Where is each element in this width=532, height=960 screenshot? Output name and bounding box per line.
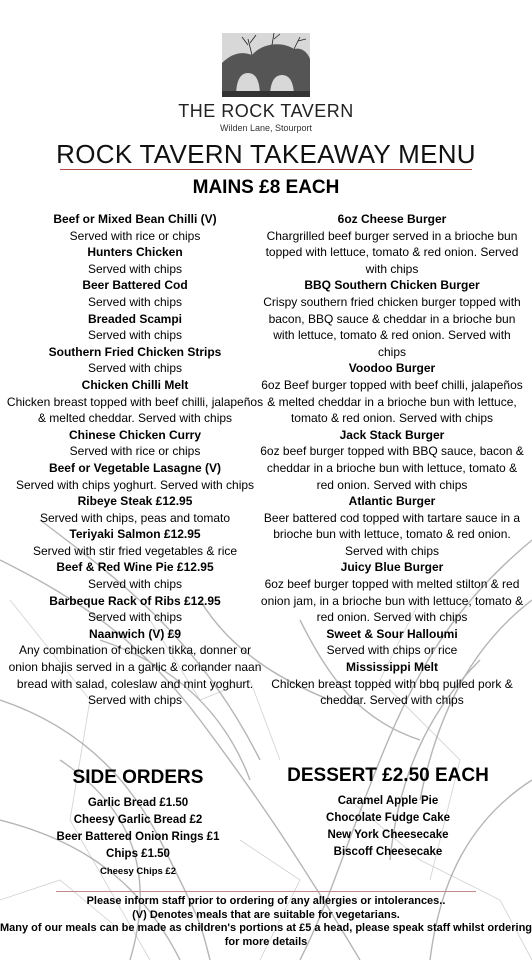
menu-title: ROCK TAVERN TAKEAWAY MENU xyxy=(56,139,476,169)
menu-item xyxy=(6,277,264,310)
mains-right-column xyxy=(258,211,526,709)
item-description: Served with rice or chips xyxy=(69,228,201,243)
dessert-section xyxy=(270,765,506,861)
dessert-item: Biscoff Cheesecake xyxy=(333,846,443,858)
item-description: 6oz beef burger topped with melted stilton & red onion jam, in a brioche bun with lettuce, tomato & red onion. Served with chips xyxy=(260,577,524,625)
menu-item xyxy=(6,493,264,526)
item-name: Mississippi Melt xyxy=(345,660,439,675)
item-name: Atlantic Burger xyxy=(348,494,436,509)
footer-divider xyxy=(56,891,476,892)
menu-item xyxy=(6,311,264,344)
item-name: Barbeque Rack of Ribs £12.95 xyxy=(49,593,221,608)
item-description: Served with chips xyxy=(87,610,183,625)
item-name: Hunters Chicken xyxy=(87,245,183,260)
menu-item xyxy=(6,460,264,493)
item-description: Served with chips yoghurt. Served with chips xyxy=(15,477,255,492)
menu-item xyxy=(6,244,264,277)
menu-item xyxy=(258,277,526,360)
item-name: 6oz Cheese Burger xyxy=(337,212,447,226)
footer-notes xyxy=(0,895,532,949)
menu-item xyxy=(6,427,264,460)
menu-item xyxy=(258,493,526,559)
side-item: Cheesy Garlic Bread £2 xyxy=(73,814,203,826)
menu-item xyxy=(6,559,264,592)
side-orders-section xyxy=(20,767,256,880)
item-name: BBQ Southern Chicken Burger xyxy=(304,278,480,293)
item-name: Naanwich (V) £9 xyxy=(88,626,182,641)
item-description: Beer battered cod topped with tartare sauce in a brioche bun with lettuce, tomato & red onion. Served with chips xyxy=(263,510,521,558)
item-name: Juicy Blue Burger xyxy=(340,560,444,575)
rock-tavern-logo xyxy=(222,33,310,97)
item-description: Chargrilled beef burger served in a brioche bun topped with lettuce, tomato & red onion. Served with chips xyxy=(265,228,519,276)
item-name: Voodoo Burger xyxy=(348,361,436,376)
menu-item xyxy=(258,211,526,277)
item-name: Ribeye Steak £12.95 xyxy=(77,494,193,509)
item-description: Served with rice or chips xyxy=(69,444,201,459)
menu-item xyxy=(258,360,526,426)
dessert-item: New York Cheesecake xyxy=(327,829,449,841)
item-name: Chicken Chilli Melt xyxy=(81,377,189,392)
brand-name: THE ROCK TAVERN xyxy=(178,101,354,121)
title-divider xyxy=(60,169,472,170)
dessert-item: Caramel Apple Pie xyxy=(337,795,439,807)
menu-item xyxy=(258,659,526,709)
item-description: 6oz beef burger topped with BBQ sauce, bacon & cheddar in a brioche bun with lettuce, tomato & red onion. Served with chips xyxy=(260,444,524,492)
menu-item xyxy=(6,211,264,244)
menu-item xyxy=(6,377,264,427)
item-description: Served with chips xyxy=(87,361,183,376)
children-portions-note: Many of our meals can be made as children's portions at £5 a head, please speak staff whilst ordering for more details xyxy=(0,922,532,948)
item-name: Southern Fried Chicken Strips xyxy=(48,344,222,359)
menu-item xyxy=(258,626,526,659)
side-item: Cheesy Chips £2 xyxy=(99,866,177,877)
item-name: Jack Stack Burger xyxy=(339,427,445,442)
menu-item xyxy=(258,559,526,625)
mains-title: MAINS £8 EACH xyxy=(192,177,340,198)
item-description: Any combination of chicken tikka, donner or onion bhajis served in a garlic & coriander naan bread with salad, coleslaw and mint yoghurt. Served with chips xyxy=(8,643,262,708)
item-description: Served with chips, peas and tomato xyxy=(39,510,231,525)
menu-item xyxy=(6,626,264,709)
menu-item xyxy=(258,427,526,493)
vegetarian-note: (V) Denotes meals that are suitable for vegetarians. xyxy=(132,908,400,921)
dessert-item: Chocolate Fudge Cake xyxy=(326,812,450,824)
item-description: Served with chips xyxy=(87,261,183,276)
item-description: Served with chips xyxy=(87,577,183,592)
item-name: Beef or Mixed Bean Chilli (V) xyxy=(53,212,217,226)
item-name: Teriyaki Salmon £12.95 xyxy=(69,527,201,542)
allergy-note: Please inform staff prior to ordering of any allergies or intolerances.. xyxy=(86,895,446,907)
item-name: Beef or Vegetable Lasagne (V) xyxy=(48,460,222,475)
dessert-title: DESSERT £2.50 EACH xyxy=(287,765,489,786)
item-name: Beer Battered Cod xyxy=(82,278,188,293)
side-item: Chips £1.50 xyxy=(106,848,170,860)
side-orders-title: SIDE ORDERS xyxy=(72,767,204,788)
side-item: Beer Battered Onion Rings £1 xyxy=(56,831,220,843)
item-description: Served with chips or rice xyxy=(326,643,458,658)
item-description: Chicken breast topped with bbq pulled pork & cheddar. Served with chips xyxy=(271,676,513,708)
item-name: Sweet & Sour Halloumi xyxy=(326,626,458,641)
item-description: 6oz Beef burger topped with beef chilli, jalapeños & melted cheddar in a brioche bun with lettuce, tomato & red onion. Served with chips xyxy=(261,377,523,426)
item-name: Beef & Red Wine Pie £12.95 xyxy=(56,560,214,575)
menu-item xyxy=(6,593,264,626)
item-name: Chinese Chicken Curry xyxy=(68,427,202,442)
item-description: Crispy southern fried chicken burger topped with bacon, BBQ sauce & cheddar in a brioche bun with lettuce, tomato & red onion. Served with chips xyxy=(263,294,521,359)
item-description: Served with chips xyxy=(87,328,183,343)
item-name: Breaded Scampi xyxy=(87,311,183,326)
menu-item xyxy=(6,344,264,377)
side-item: Garlic Bread £1.50 xyxy=(87,797,189,809)
brand-address: Wilden Lane, Stourport xyxy=(219,123,313,133)
mains-left-column xyxy=(6,211,264,709)
item-description: Served with stir fried vegetables & rice xyxy=(32,543,238,558)
item-description: Served with chips xyxy=(87,294,183,309)
item-description: Chicken breast topped with beef chilli, jalapeños & melted cheddar. Served with chips xyxy=(6,394,264,426)
menu-item xyxy=(6,526,264,559)
